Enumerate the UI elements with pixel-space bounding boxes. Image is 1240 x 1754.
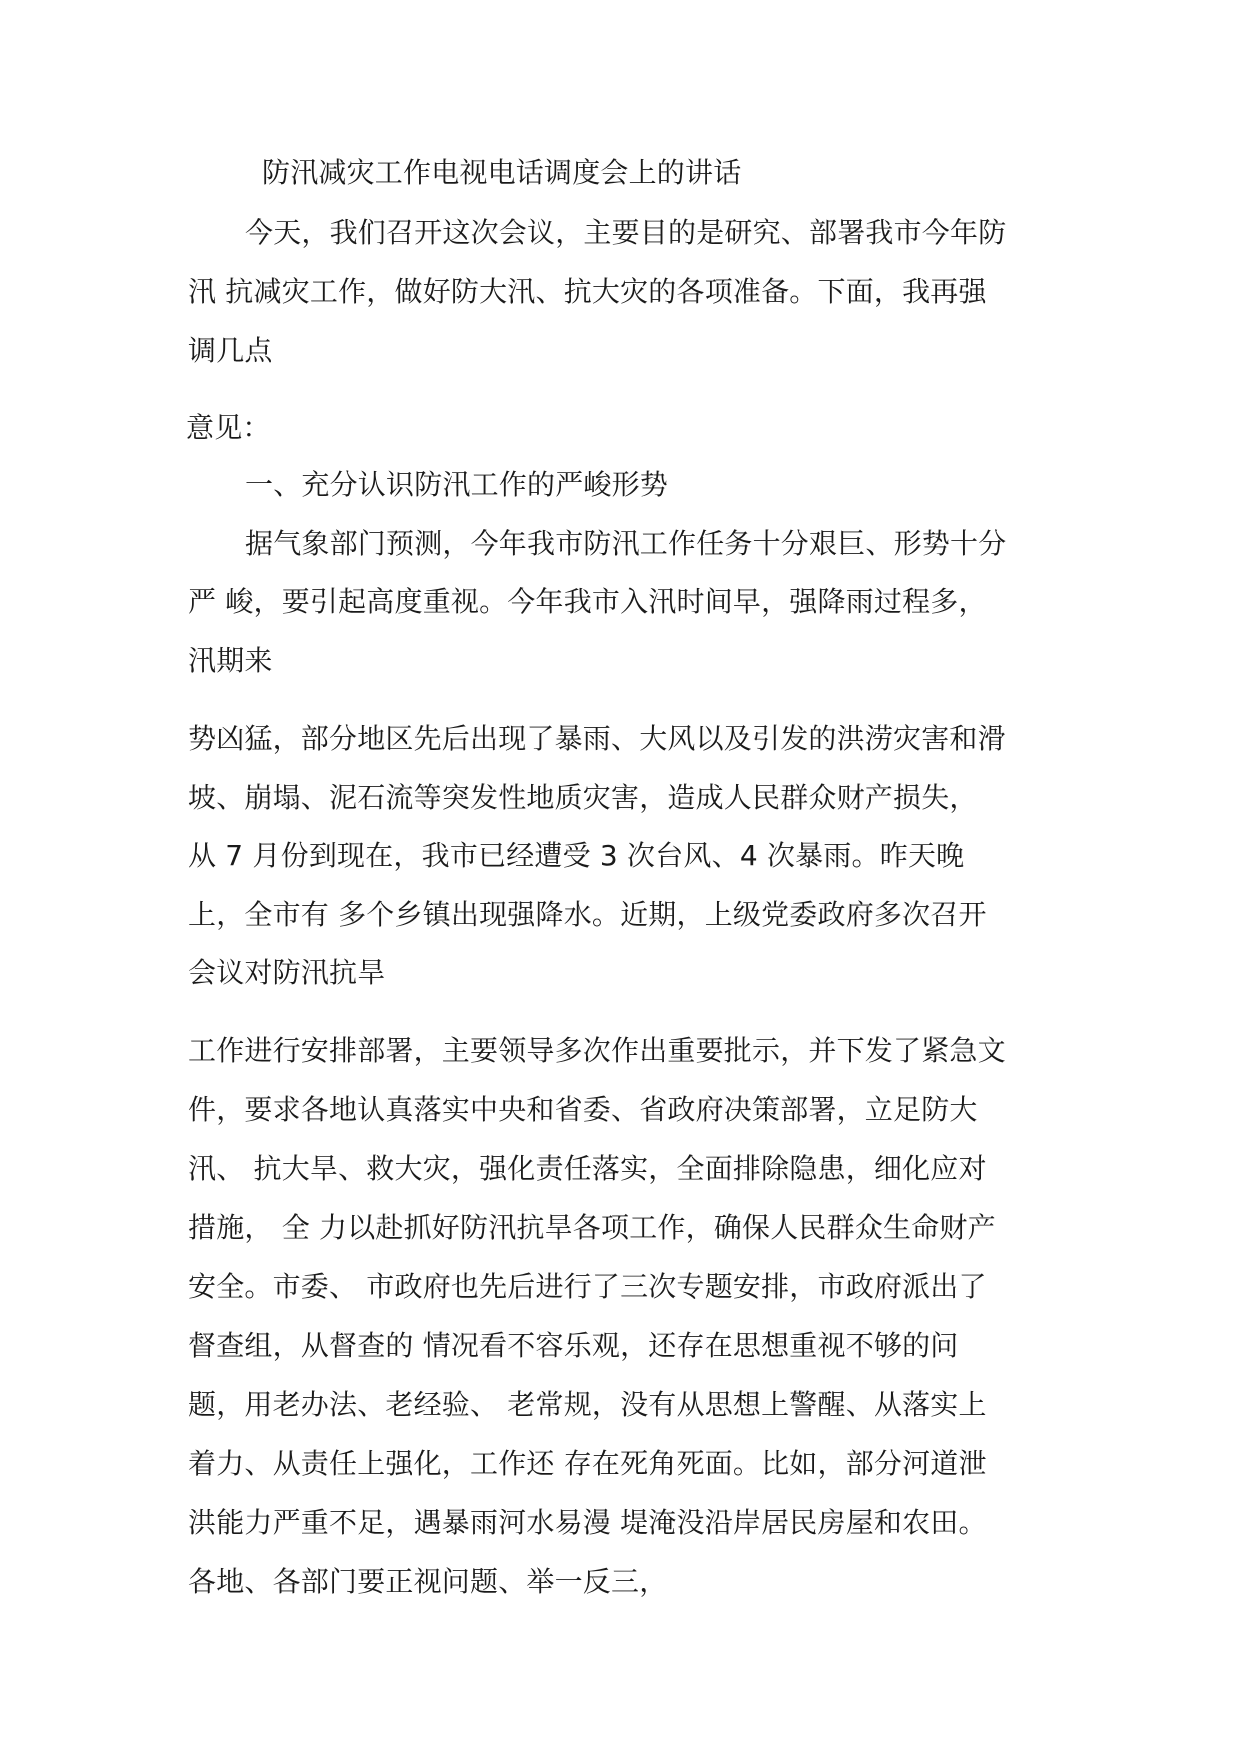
paragraph-line: 洪能力严重不足，遇暴雨河水易漫 堤淹没沿岸居民房屋和农田。 bbox=[188, 1506, 987, 1539]
paragraph-line: 安全。市委、 市政府也先后进行了三次专题安排，市政府派出了 bbox=[188, 1270, 987, 1303]
paragraph-line: 题，用老办法、老经验、 老常规，没有从思想上警醒、从落实上 bbox=[188, 1388, 987, 1421]
paragraph-line: 督查组，从督查的 情况看不容乐观，还存在思想重视不够的问 bbox=[188, 1329, 959, 1362]
paragraph-line: 各地、各部门要正视问题、举一反三， bbox=[188, 1565, 668, 1598]
paragraph-line: 上，全市有 多个乡镇出现强降水。近期，上级党委政府多次召开 bbox=[188, 898, 987, 931]
paragraph-line: 坡、崩塌、泥石流等突发性地质灾害，造成人民群众财产损失， bbox=[188, 781, 978, 814]
document-title: 防汛减灾工作电视电话调度会上的讲话 bbox=[262, 156, 742, 189]
paragraph-line: 意见： bbox=[186, 411, 271, 444]
section-heading: 一、充分认识防汛工作的严峻形势 bbox=[245, 468, 669, 501]
paragraph-line: 据气象部门预测，今年我市防汛工作任务十分艰巨、形势十分 bbox=[245, 527, 1007, 560]
paragraph-line: 工作进行安排部署，主要领导多次作出重要批示，并下发了紧急文 bbox=[188, 1034, 1006, 1067]
paragraph-line: 从 7 月份到现在，我市已经遭受 3 次台风、4 次暴雨。昨天晚 bbox=[188, 839, 965, 872]
paragraph-line: 汛 抗减灾工作，做好防大汛、抗大灾的各项准备。下面，我再强 bbox=[188, 275, 987, 308]
paragraph-line: 调几点 bbox=[188, 334, 273, 367]
paragraph-line: 严 峻，要引起高度重视。今年我市入汛时间早，强降雨过程多， bbox=[188, 585, 987, 618]
paragraph-line: 汛、 抗大旱、救大灾，强化责任落实，全面排除隐患，细化应对 bbox=[188, 1152, 987, 1185]
paragraph-line: 汛期来 bbox=[188, 644, 273, 677]
paragraph-line: 措施， 全 力以赴抓好防汛抗旱各项工作，确保人民群众生命财产 bbox=[188, 1211, 996, 1244]
paragraph-line: 着力、从责任上强化，工作还 存在死角死面。比如，部分河道泄 bbox=[188, 1447, 987, 1480]
paragraph-line: 今天，我们召开这次会议，主要目的是研究、部署我市今年防 bbox=[245, 216, 1007, 249]
paragraph-line: 件，要求各地认真落实中央和省委、省政府决策部署，立足防大 bbox=[188, 1093, 978, 1126]
paragraph-line: 会议对防汛抗旱 bbox=[188, 956, 386, 989]
paragraph-line: 势凶猛，部分地区先后出现了暴雨、大风以及引发的洪涝灾害和滑 bbox=[188, 722, 1006, 755]
